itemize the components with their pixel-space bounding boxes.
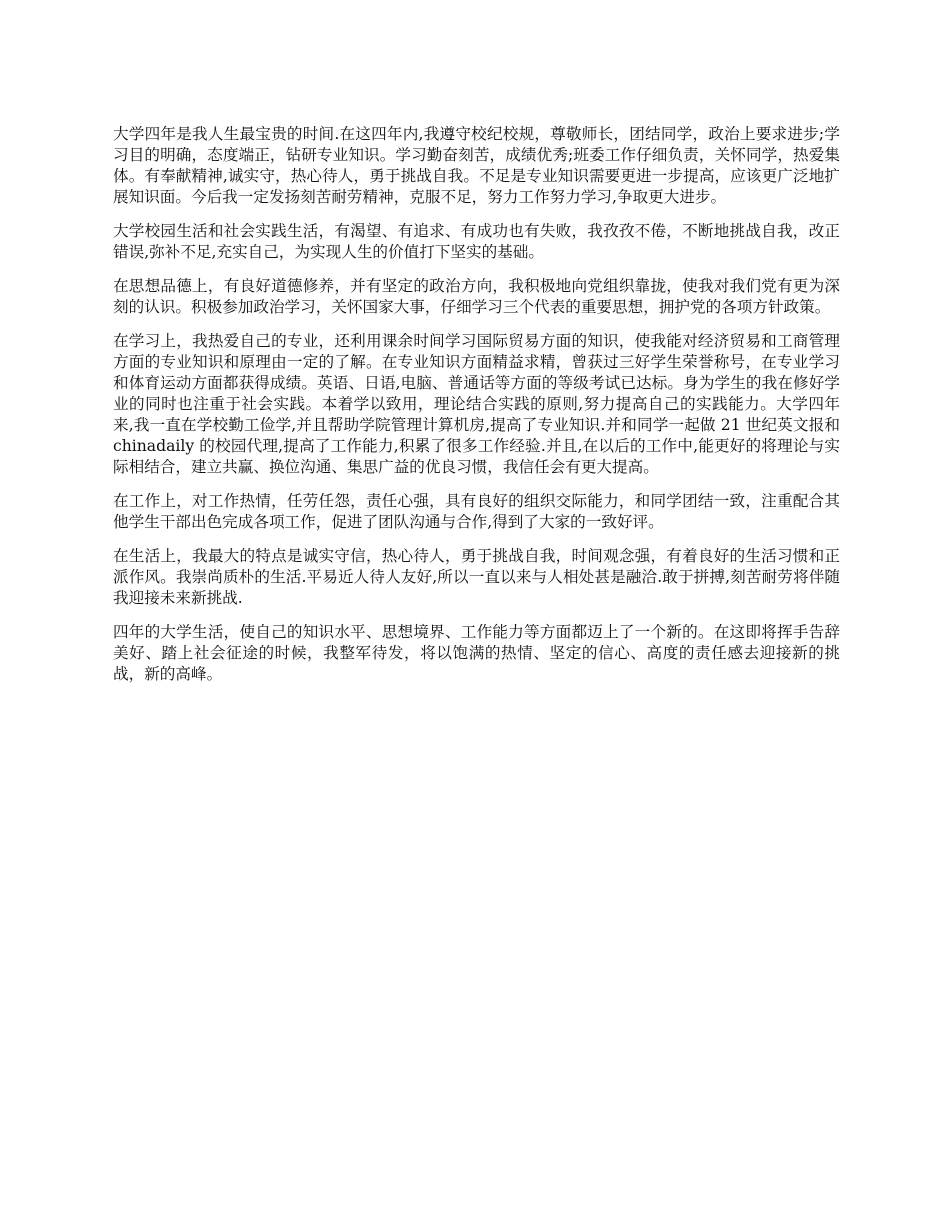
paragraph-moral-character: 在思想品德上，有良好道德修养，并有坚定的政治方向，我积极地向党组织靠拢，使我对我们党有更为深刻的认识。积极参加政治学习，关怀国家大事，仔细学习三个代表的重要思想，拥护党的各项方针政策。	[113, 277, 840, 316]
paragraph-study: 在学习上，我热爱自己的专业，还利用课余时间学习国际贸易方面的知识，使我能对经济贸易和工商管理方面的专业知识和原理由一定的了解。在专业知识方面精益求精，曾获过三好学生荣誉称号，在专业学习和体育运动方面都获得成绩。英语、日语,电脑、普通话等方面的等级考试已达标。身为学生的我在修好学业的同时也注重于社会实践。本着学以致用，理论结合实践的原则,努力提高自己的实践能力。大学四年来,我一直在学校勤工俭学,并且帮助学院管理计算机房,提高了专业知识.并和同学一起做 21 世纪英文报和chinadaily 的校园代理,提高了工作能力,积累了很多工作经验.并且,在以后的工作中,能更好的将理论与实际相结合，建立共赢、换位沟通、集思广益的优良习惯，我信任会有更大提高。	[113, 332, 840, 476]
document-body	[113, 124, 840, 698]
paragraph-campus-life: 大学校园生活和社会实践生活，有渴望、有追求、有成功也有失败，我孜孜不倦，不断地挑战自我，改正错误,弥补不足,充实自己，为实现人生的价值打下坚实的基础。	[113, 222, 840, 261]
paragraph-work: 在工作上，对工作热情，任劳任怨，责任心强，具有良好的组织交际能力，和同学团结一致，注重配合其他学生干部出色完成各项工作，促进了团队沟通与合作,得到了大家的一致好评。	[113, 492, 840, 531]
paragraph-conclusion: 四年的大学生活，使自己的知识水平、思想境界、工作能力等方面都迈上了一个新的。在这即将挥手告辞美好、踏上社会征途的时候，我整军待发，将以饱满的热情、坚定的信心、高度的责任感去迎接新的挑战，新的高峰。	[113, 623, 840, 683]
paragraph-life: 在生活上，我最大的特点是诚实守信，热心待人，勇于挑战自我，时间观念强，有着良好的生活习惯和正派作风。我崇尚质朴的生活.平易近人待人友好,所以一直以来与人相处甚是融洽.敢于拼搏,刻苦耐劳将伴随我迎接未来新挑战.	[113, 547, 840, 607]
paragraph-intro: 大学四年是我人生最宝贵的时间.在这四年内,我遵守校纪校规，尊敬师长，团结同学，政治上要求进步;学习目的明确，态度端正，钻研专业知识。学习勤奋刻苦，成绩优秀;班委工作仔细负责，关怀同学，热爱集体。有奉献精神,诚实守，热心待人，勇于挑战自我。不足是专业知识需要更进一步提高，应该更广泛地扩展知识面。今后我一定发扬刻苦耐劳精神，克服不足，努力工作努力学习,争取更大进步。	[113, 125, 840, 206]
